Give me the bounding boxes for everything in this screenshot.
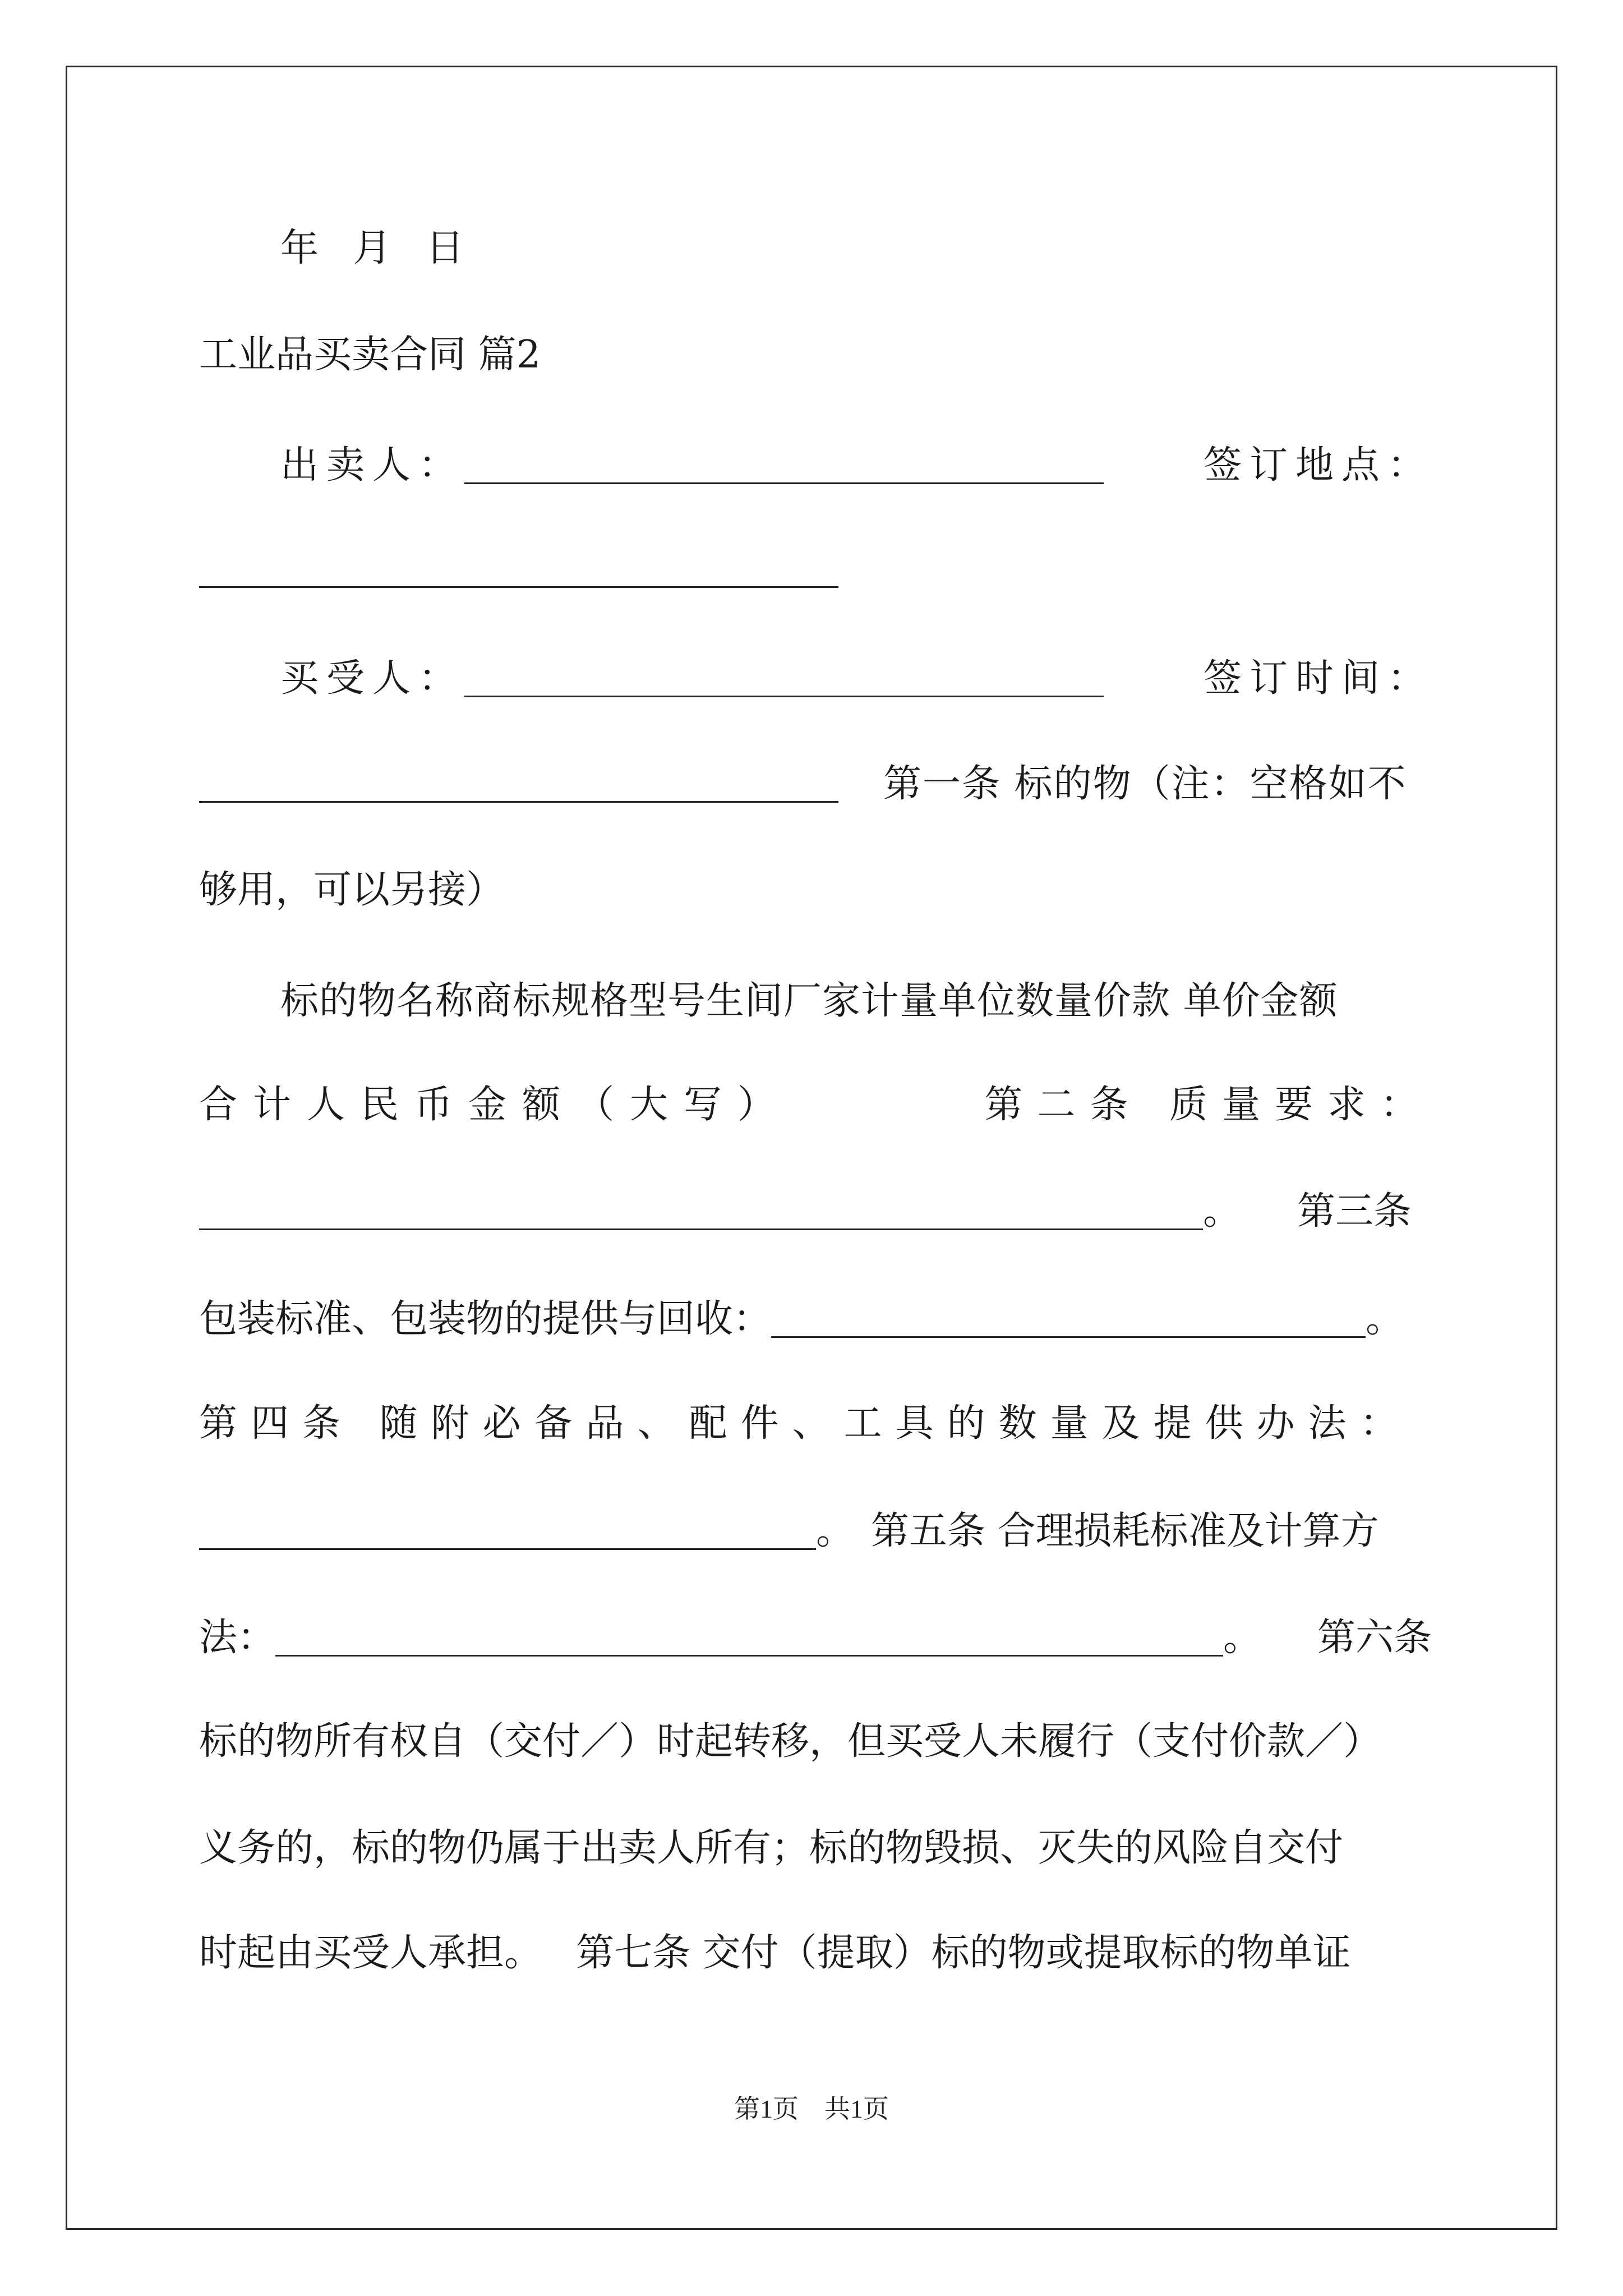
time-label: 签订时间：	[1204, 656, 1434, 701]
article-six-label: 第六条	[1317, 1616, 1432, 1660]
article-six-line	[199, 1610, 1433, 1666]
packaging-period: 。	[1366, 1297, 1404, 1341]
packaging-line	[199, 1291, 1433, 1347]
buyer-label: 买受人：	[280, 656, 465, 701]
article-one-text: 第一条 标的物（注：空格如不	[883, 762, 1407, 806]
heading-text: 工业品买卖合同 篇2	[199, 333, 541, 377]
quality-text: 第二条 质量要求：	[984, 1083, 1433, 1127]
risk-line	[199, 1820, 1433, 1876]
accessories-blank[interactable]	[199, 1513, 816, 1550]
method-blank[interactable]	[275, 1620, 1223, 1657]
article-seven-text: 第七条 交付（提取）标的物或提取标的物单证	[576, 1931, 1351, 1975]
date-text: 年 月 日	[280, 226, 476, 270]
place-blank[interactable]	[199, 551, 838, 588]
note-continued-text: 够用，可以另接）	[199, 868, 505, 912]
seller-label: 出卖人：	[280, 443, 465, 487]
packaging-text: 包装标准、包装物的提供与回收：	[199, 1297, 772, 1341]
quality-blank-line	[199, 1184, 1433, 1240]
note-continued-line	[199, 862, 1433, 918]
article-four-text: 第四条 随附必备品、配件、工具的数量及提供办法：	[199, 1401, 1412, 1446]
article-four-line	[199, 1396, 1433, 1452]
method-label: 法：	[199, 1616, 276, 1660]
place-label: 签订地点：	[1204, 443, 1434, 487]
article-five-text: 第五条 合理损耗标准及计算方	[871, 1509, 1379, 1553]
amount-quality-line	[199, 1077, 1433, 1133]
buyer-line	[199, 651, 1514, 707]
ownership-text: 标的物所有权自（交付／）时起转移，但买受人未履行（支付价款／）	[199, 1719, 1382, 1764]
packaging-blank[interactable]	[771, 1301, 1366, 1338]
article-three-label: 第三条	[1297, 1189, 1412, 1234]
quality-period: 。	[1203, 1189, 1242, 1234]
time-blank[interactable]	[199, 766, 838, 803]
seller-blank[interactable]	[464, 448, 1104, 484]
date-line	[199, 220, 1514, 277]
ownership-line	[199, 1714, 1433, 1770]
article-seven-line	[199, 1925, 1433, 1981]
quality-blank[interactable]	[199, 1194, 1203, 1230]
seller-line	[199, 438, 1514, 494]
document-heading	[199, 327, 1433, 383]
amount-text: 合计人民币金额（大写）	[199, 1083, 792, 1127]
article-five-line	[199, 1503, 1433, 1559]
risk-continued-text: 时起由买受人承担。	[199, 1931, 543, 1975]
risk-text: 义务的，标的物仍属于出卖人所有；标的物毁损、灭失的风险自交付	[199, 1826, 1344, 1870]
buyer-blank[interactable]	[464, 661, 1104, 697]
page-number: 第1页 共1页	[734, 2095, 889, 2123]
place-blank-line	[199, 541, 1433, 597]
accessories-period: 。	[816, 1509, 855, 1553]
method-period: 。	[1223, 1616, 1262, 1660]
article-one-line	[199, 756, 1433, 812]
subject-header-text: 标的物名称商标规格型号生间厂家计量单位数量价款 单价金额	[280, 979, 1338, 1023]
subject-header-line	[199, 973, 1514, 1029]
page-border	[66, 66, 1557, 2230]
